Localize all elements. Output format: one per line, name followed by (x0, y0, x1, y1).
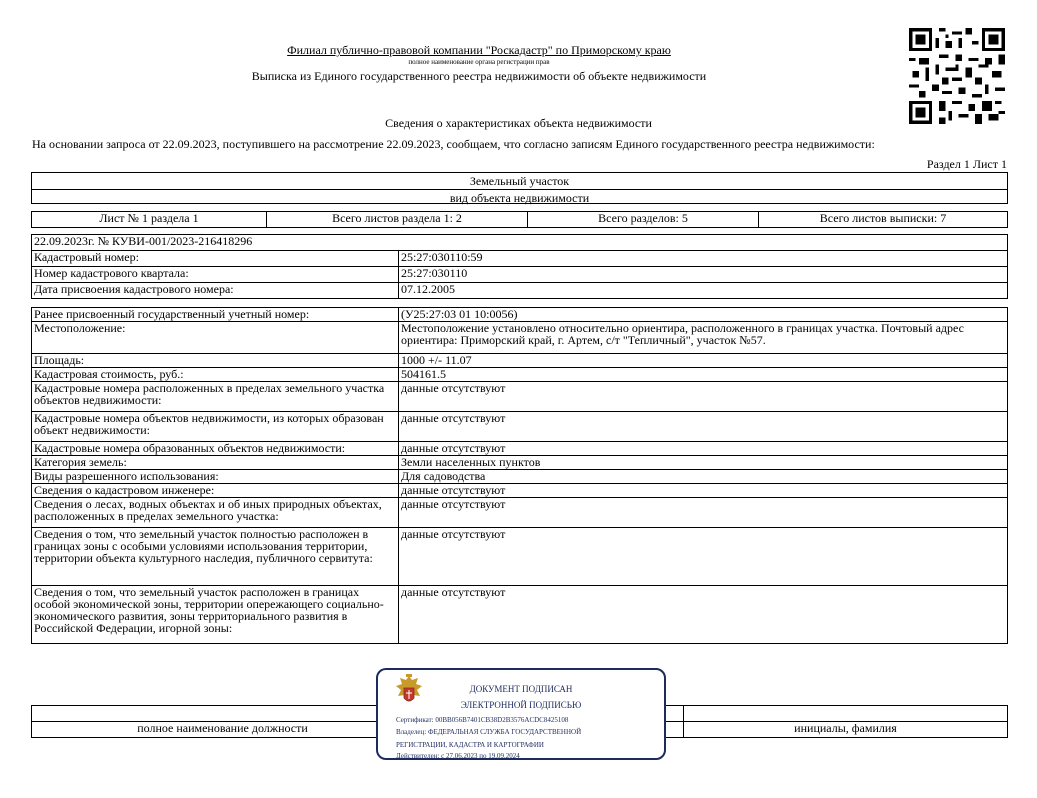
object-type-box (31, 172, 1008, 204)
sheets-info-table (31, 211, 1008, 228)
row-value: Местоположение установлено относительно ориентира, расположенного в границах участка. Почтовый адрес ориентира: Приморский край, г. Артем, с/т "Тепличный", участок №57. (399, 322, 1008, 354)
row-label: Кадастровые номера объектов недвижимости, из которых образован объект недвижимости: (32, 412, 399, 442)
document-reference: 22.09.2023г. № КУВИ-001/2023-216418296 (32, 235, 1008, 251)
row-label: Кадастровые номера расположенных в пределах земельного участка объектов недвижимости: (32, 382, 399, 412)
name-caption: инициалы, фамилия (684, 722, 1008, 738)
electronic-signature-stamp (376, 668, 666, 760)
row-value: данные отсутствуют (399, 442, 1008, 456)
org-caption: полное наименование органа регистрации прав (408, 58, 550, 66)
table-row (32, 322, 1008, 354)
registry-block-1 (31, 234, 1008, 299)
row-label: Виды разрешенного использования: (32, 470, 399, 484)
qr-code-icon (908, 28, 1006, 124)
row-label: Местоположение: (32, 322, 399, 354)
row-label: Сведения о кадастровом инженере: (32, 484, 399, 498)
row-label: Номер кадастрового квартала: (32, 267, 399, 283)
row-value: 25:27:030110 (399, 267, 1008, 283)
table-row (32, 498, 1008, 528)
row-value: данные отсутствуют (399, 528, 1008, 586)
row-label: Ранее присвоенный государственный учетный номер: (32, 308, 399, 322)
table-row (32, 528, 1008, 586)
table-row (32, 456, 1008, 470)
table-row (32, 484, 1008, 498)
stamp-owner-line-2: РЕГИСТРАЦИИ, КАДАСТРА И КАРТОГРАФИИ (396, 741, 544, 749)
object-type-caption: вид объекта недвижимости (449, 191, 590, 205)
stamp-validity: Действителен: с 27.06.2023 по 19.09.2024 (396, 752, 520, 760)
row-value: (У25:27:03 01 10:0056) (399, 308, 1008, 322)
position-caption: полное наименование должности (32, 722, 414, 738)
org-name: Филиал публично-правовой компании "Роскадастр" по Приморскому краю (287, 43, 671, 57)
table-row (32, 354, 1008, 368)
sheet-number: Лист № 1 раздела 1 (32, 212, 267, 228)
row-value: Земли населенных пунктов (399, 456, 1008, 470)
row-value: данные отсутствуют (399, 586, 1008, 644)
row-label: Сведения о том, что земельный участок полностью расположен в границах зоны с особыми условиями использования территории, территории объекта культурного наследия, публичного сервитута: (32, 528, 399, 586)
total-sections: Всего разделов: 5 (528, 212, 759, 228)
row-value: данные отсутствуют (399, 498, 1008, 528)
row-value: 07.12.2005 (399, 283, 1008, 299)
row-label: Кадастровый номер: (32, 251, 399, 267)
table-row (32, 382, 1008, 412)
row-value: данные отсутствуют (399, 382, 1008, 412)
row-label: Категория земель: (32, 456, 399, 470)
table-row (32, 412, 1008, 442)
row-value: 504161.5 (399, 368, 1008, 382)
total-section-sheets: Всего листов раздела 1: 2 (267, 212, 528, 228)
row-label: Площадь: (32, 354, 399, 368)
row-label: Дата присвоения кадастрового номера: (32, 283, 399, 299)
table-row (32, 470, 1008, 484)
registry-block-2 (31, 307, 1008, 644)
row-value: 1000 +/- 11.07 (399, 354, 1008, 368)
row-label: Сведения о лесах, водных объектах и об иных природных объектах, расположенных в пределах земельного участка: (32, 498, 399, 528)
row-value: Для садоводства (399, 470, 1008, 484)
stamp-line-1: ДОКУМЕНТ ПОДПИСАН (469, 684, 573, 694)
section-sheet-label: Раздел 1 Лист 1 (926, 157, 1007, 171)
object-type: Земельный участок (469, 174, 570, 188)
table-row (32, 283, 1008, 299)
table-row (32, 267, 1008, 283)
row-value: 25:27:030110:59 (399, 251, 1008, 267)
section-title: Сведения о характеристиках объекта недвижимости (385, 116, 652, 130)
row-label: Кадастровая стоимость, руб.: (32, 368, 399, 382)
stamp-owner-line-1: Владелец: ФЕДЕРАЛЬНАЯ СЛУЖБА ГОСУДАРСТВЕННОЙ (396, 728, 582, 736)
row-value: данные отсутствуют (399, 412, 1008, 442)
table-row (32, 308, 1008, 322)
stamp-certificate: Сертификат: 00BB056B7401CB38D2B3576ACDC8425108 (396, 716, 569, 724)
stamp-line-2: ЭЛЕКТРОННОЙ ПОДПИСЬЮ (460, 700, 582, 710)
table-row (32, 251, 1008, 267)
basis-text: На основании запроса от 22.09.2023, поступившего на рассмотрение 22.09.2023, сообщаем, что согласно записям Единого государственного реестра недвижимости: (32, 137, 875, 151)
table-row (32, 368, 1008, 382)
total-extract-sheets: Всего листов выписки: 7 (759, 212, 1008, 228)
table-row (32, 586, 1008, 644)
table-row (32, 442, 1008, 456)
row-label: Кадастровые номера образованных объектов недвижимости: (32, 442, 399, 456)
doc-title: Выписка из Единого государственного реестра недвижимости об объекте недвижимости (251, 69, 707, 83)
row-label: Сведения о том, что земельный участок расположен в границах особой экономической зоны, территории опережающего социально-экономического развития, зоны территориального развития в Российской Федерации, игорной зоны: (32, 586, 399, 644)
row-value: данные отсутствуют (399, 484, 1008, 498)
